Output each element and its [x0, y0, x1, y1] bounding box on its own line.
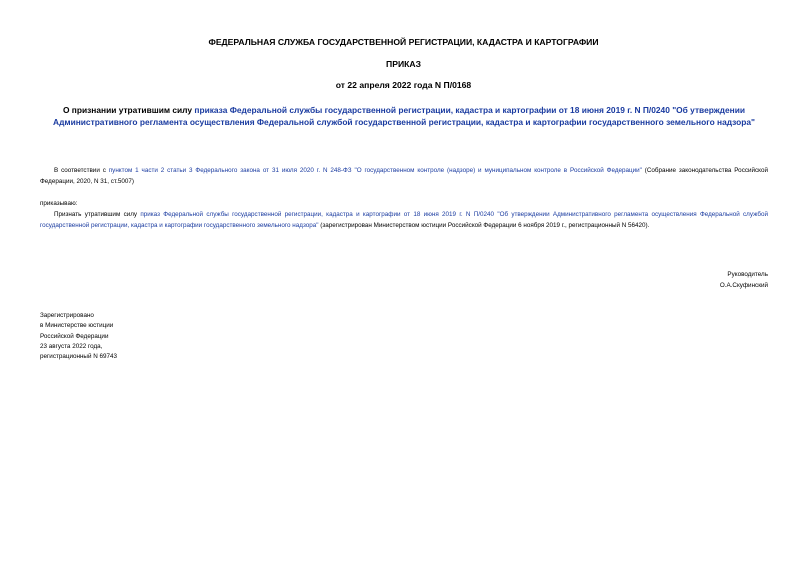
- signature-position: Руководитель: [727, 271, 768, 278]
- title-prefix: О признании утратившим силу: [62, 105, 195, 115]
- law-link[interactable]: пунктом 1 части 2 статьи 3 Федерального закона от 31 июля 2020 г. N 248-ФЗ "О государственном контроле (надзоре) и муниципальном контроле в Российской Федерации": [108, 167, 642, 174]
- document-type: ПРИКАЗ: [386, 59, 421, 69]
- order-link[interactable]: приказ Федеральной службы государственной регистрации, кадастра и картографии от 18 июня 2019 г. N П/0240 "Об утверждении Административного регламента осуществления Федеральной службой государственной регистрации, кадастра и картографии государственного земельного надзора": [40, 211, 768, 229]
- registration-line: Зарегистрировано: [40, 312, 94, 319]
- document-title: [40, 105, 768, 128]
- registration-line: регистрационный N 69743: [40, 353, 118, 361]
- signature-name: О.А.Скуфинский: [719, 282, 768, 289]
- paragraph-basis: [40, 166, 768, 187]
- registration-line: 23 августа 2022 года,: [40, 342, 103, 350]
- para1-suffix: (Собрание законодательства Российской Федерации, 2020, N 31, ст.5007): [40, 167, 769, 185]
- para2-prefix: Признать утратившим силу: [54, 211, 141, 218]
- paragraph-order: [40, 210, 768, 231]
- para2-suffix: (зарегистрирован Министерством юстиции Российской Федерации 6 ноября 2019 г., регистрационный N 56420).: [318, 221, 650, 229]
- registration-line: Российской Федерации: [40, 332, 109, 340]
- agency-name: ФЕДЕРАЛЬНАЯ СЛУЖБА ГОСУДАРСТВЕННОЙ РЕГИСТРАЦИИ, КАДАСТРА И КАРТОГРАФИИ: [208, 37, 599, 47]
- order-word: приказываю:: [40, 200, 78, 207]
- registration-line: в Министерстве юстиции: [40, 322, 114, 330]
- para1-prefix: В соответствии с: [54, 167, 109, 174]
- title-link[interactable]: приказа Федеральной службы государственной регистрации, кадастра и картографии от 18 июня 2019 г. N П/0240 "Об утверждении Административного регламента осуществления Федеральной службой государственной регистрации, кадастра и картографии государственного земельного надзора": [53, 105, 755, 127]
- document-date: от 22 апреля 2022 года N П/0168: [335, 80, 472, 90]
- registration-block: [40, 311, 117, 362]
- signature-block: [720, 269, 768, 291]
